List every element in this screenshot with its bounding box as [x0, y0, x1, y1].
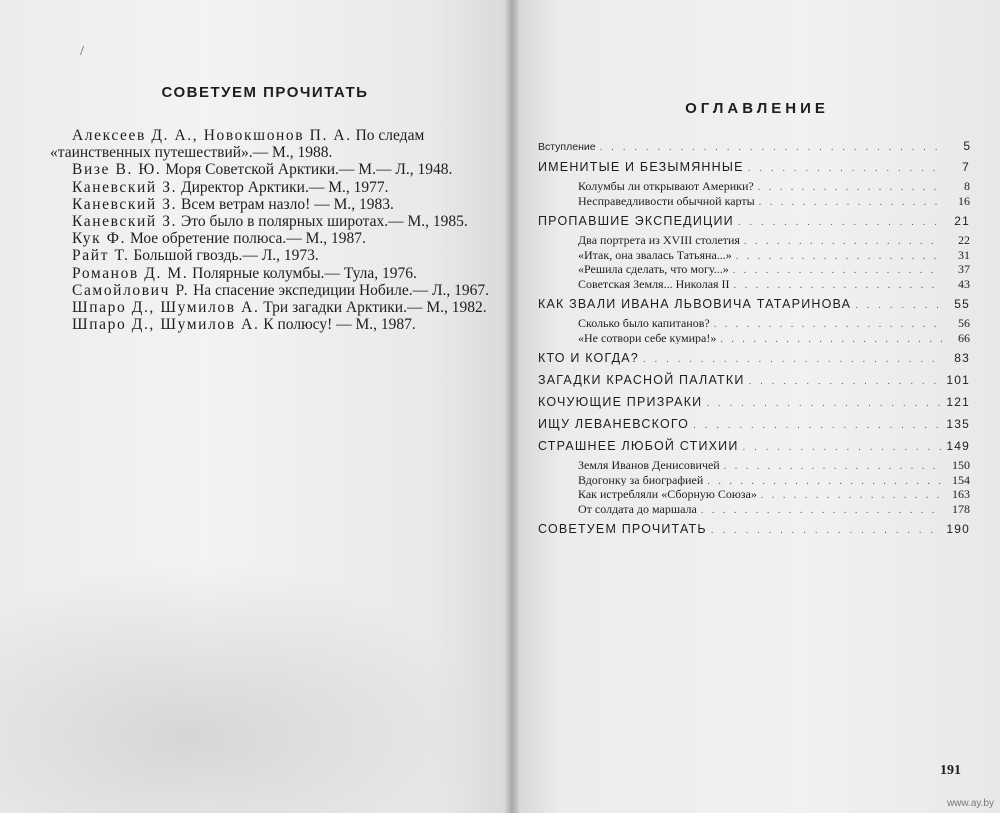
- toc-subsection: [538, 332, 970, 347]
- toc-entry-title: Два портрета из XVIII столетия: [578, 234, 740, 247]
- toc-page-number: 5: [963, 139, 970, 153]
- leader-dots: [734, 280, 942, 293]
- leader-dots: [733, 265, 942, 278]
- toc-entry-title: «Итак, она звалась Татьяна...»: [578, 248, 732, 261]
- reference-author: Кук Ф.: [72, 230, 127, 248]
- reference-title: Полярные колумбы.— Тула, 1976.: [188, 264, 417, 282]
- reference-title: Три загадки Арктики.— М., 1982.: [259, 299, 487, 317]
- toc-subsection: [538, 234, 970, 249]
- reference-title: Директор Арктики.— М., 1977.: [177, 178, 389, 196]
- toc-entry-title: Вдогонку за биографией: [578, 473, 704, 486]
- toc-entry-title: СТРАШНЕЕ ЛЮБОЙ СТИХИИ: [538, 439, 739, 453]
- page-stain: [0, 560, 480, 813]
- toc-subsection: [538, 278, 970, 293]
- leader-dots: [758, 182, 942, 195]
- leader-dots: [744, 236, 942, 249]
- table-of-contents: [538, 139, 970, 539]
- toc-page-number: 163: [952, 487, 970, 501]
- toc-entry-title: «Решила сделать, что могу...»: [578, 263, 729, 276]
- reference-title: На спасение экспедиции Нобиле.— Л., 1967.: [189, 281, 489, 299]
- toc-section: [538, 159, 970, 177]
- toc-entry-title: «Не сотвори себе кумира!»: [578, 331, 717, 344]
- leader-dots: [738, 215, 942, 231]
- toc-section: [538, 372, 970, 390]
- toc-entry-title: ПРОПАВШИЕ ЭКСПЕДИЦИИ: [538, 214, 734, 228]
- reference-title: По следам «таинственных путешествий».— М., 1988.: [50, 127, 425, 162]
- toc-intro: [538, 139, 970, 155]
- reference-entry: [50, 299, 490, 316]
- toc-entry-title: От солдата до маршала: [578, 502, 697, 515]
- toc-page-number: 178: [952, 501, 970, 516]
- leader-dots: [761, 490, 942, 503]
- toc-page-number: 154: [952, 472, 970, 487]
- toc-section: [538, 213, 970, 231]
- reference-title: Моря Советской Арктики.— М.— Л., 1948.: [161, 161, 453, 179]
- toc-entry-title: Советская Земля... Николая II: [578, 277, 730, 290]
- reference-entry: [50, 282, 490, 299]
- reference-entry: [50, 179, 490, 196]
- toc-entry-title: Несправедливости обычной карты: [578, 194, 755, 207]
- leader-dots: [736, 251, 942, 264]
- reference-entry: [50, 316, 490, 333]
- toc-page-number: 22: [958, 233, 970, 247]
- toc-page-number: 135: [946, 417, 970, 431]
- toc-page-number: 190: [946, 522, 970, 536]
- reference-list: [50, 127, 490, 333]
- toc-subsection: [538, 459, 970, 474]
- toc-entry-title: Земля Иванов Денисовичей: [578, 459, 720, 472]
- reference-entry: [50, 127, 490, 161]
- reference-author: Самойлович Р.: [72, 281, 190, 299]
- toc-subsection: [538, 249, 970, 264]
- leader-dots: [706, 396, 942, 412]
- toc-entry-title: КАК ЗВАЛИ ИВАНА ЛЬВОВИЧА ТАТАРИНОВА: [538, 297, 852, 311]
- toc-subsection: [538, 195, 970, 210]
- reference-entry: [50, 196, 490, 213]
- toc-entry-title: СОВЕТУЕМ ПРОЧИТАТЬ: [538, 522, 707, 536]
- reference-title: Большой гвоздь.— Л., 1973.: [129, 247, 319, 265]
- recommended-reading-title: СОВЕТУЕМ ПРОЧИТАТЬ: [161, 84, 369, 101]
- reference-author: Каневский З.: [72, 178, 178, 196]
- toc-subsection: [538, 317, 970, 332]
- toc-page-number: 8: [964, 179, 970, 193]
- leader-dots: [759, 197, 942, 210]
- leader-dots: [600, 141, 942, 155]
- leader-dots: [701, 505, 942, 518]
- toc-page-number: 150: [952, 458, 970, 472]
- toc-entry-title: ИЩУ ЛЕВАНЕВСКОГО: [538, 417, 690, 431]
- leader-dots: [748, 161, 942, 177]
- toc-page-number: 101: [946, 373, 970, 387]
- reference-title: Мое обретение полюса.— М., 1987.: [126, 230, 366, 248]
- toc-page-number: 16: [958, 193, 970, 208]
- toc-subsection-group: [538, 459, 970, 517]
- leader-dots: [707, 476, 942, 489]
- reference-title: Это было в полярных широтах.— М., 1985.: [177, 213, 468, 231]
- toc-subsection: [538, 503, 970, 518]
- toc-page-number: 37: [958, 262, 970, 276]
- reference-entry: [50, 161, 490, 178]
- leader-dots: [720, 334, 942, 347]
- toc-page-number: 56: [958, 316, 970, 330]
- toc-page-number: 7: [962, 160, 970, 174]
- reference-entry: [50, 230, 490, 247]
- reference-entry: [50, 213, 490, 230]
- leader-dots: [855, 298, 942, 314]
- reference-author: Каневский З.: [72, 213, 178, 231]
- toc-subsection: [538, 180, 970, 195]
- toc-page-number: 121: [946, 395, 970, 409]
- reference-author: Каневский З.: [72, 195, 178, 213]
- watermark: www.ay.by: [946, 798, 994, 809]
- toc-section: [538, 350, 970, 368]
- reference-entry: [50, 265, 490, 282]
- toc-section: [538, 416, 970, 434]
- toc-page-number: 66: [958, 330, 970, 345]
- toc-subsection: [538, 263, 970, 278]
- toc-entry-title: ИМЕНИТЫЕ И БЕЗЫМЯННЫЕ: [538, 160, 744, 174]
- leader-dots: [711, 523, 942, 539]
- toc-subsection-group: [538, 317, 970, 346]
- reference-title: К полюсу! — М., 1987.: [259, 316, 416, 334]
- reference-author: Алексеев Д. А., Новокшонов П. А.: [72, 127, 352, 144]
- toc-section: [538, 438, 970, 456]
- leader-dots: [724, 461, 942, 474]
- page-number: 191: [940, 763, 961, 778]
- toc-section: [538, 521, 970, 539]
- toc-section: [538, 394, 970, 412]
- reference-author: Райт Т.: [72, 247, 130, 265]
- book-gutter: [505, 0, 519, 813]
- toc-entry-title: КОЧУЮЩИЕ ПРИЗРАКИ: [538, 395, 703, 409]
- toc-entry-title: ЗАГАДКИ КРАСНОЙ ПАЛАТКИ: [538, 373, 745, 387]
- reference-author: Шпаро Д., Шумилов А.: [72, 299, 260, 317]
- toc-subsection-group: [538, 180, 970, 209]
- toc-page-number: 21: [954, 214, 970, 228]
- reference-author: Романов Д. М.: [72, 264, 189, 282]
- contents-title: ОГЛАВЛЕНИЕ: [685, 100, 829, 117]
- toc-page-number: 83: [954, 351, 970, 365]
- toc-subsection-group: [538, 234, 970, 292]
- toc-section: [538, 296, 970, 314]
- leader-dots: [749, 374, 942, 390]
- toc-entry-title: КТО И КОГДА?: [538, 351, 639, 365]
- toc-page-number: 31: [958, 247, 970, 262]
- reference-entry: [50, 247, 490, 264]
- toc-subsection: [538, 474, 970, 489]
- reference-title: Всем ветрам назло! — М., 1983.: [177, 195, 394, 213]
- toc-subsection: [538, 488, 970, 503]
- pencil-mark: /: [80, 44, 84, 59]
- toc-page-number: 43: [958, 276, 970, 291]
- leader-dots: [743, 440, 942, 456]
- leader-dots: [714, 319, 942, 332]
- toc-entry-title: Вступление: [538, 141, 596, 153]
- toc-entry-title: Колумбы ли открывают Америки?: [578, 180, 754, 193]
- leader-dots: [643, 352, 942, 368]
- reference-author: Визе В. Ю.: [72, 161, 162, 179]
- toc-page-number: 55: [954, 297, 970, 311]
- toc-entry-title: Сколько было капитанов?: [578, 317, 710, 330]
- leader-dots: [693, 418, 942, 434]
- reference-author: Шпаро Д., Шумилов А.: [72, 316, 260, 334]
- toc-page-number: 149: [946, 439, 970, 453]
- toc-entry-title: Как истребляли «Сборную Союза»: [578, 488, 757, 501]
